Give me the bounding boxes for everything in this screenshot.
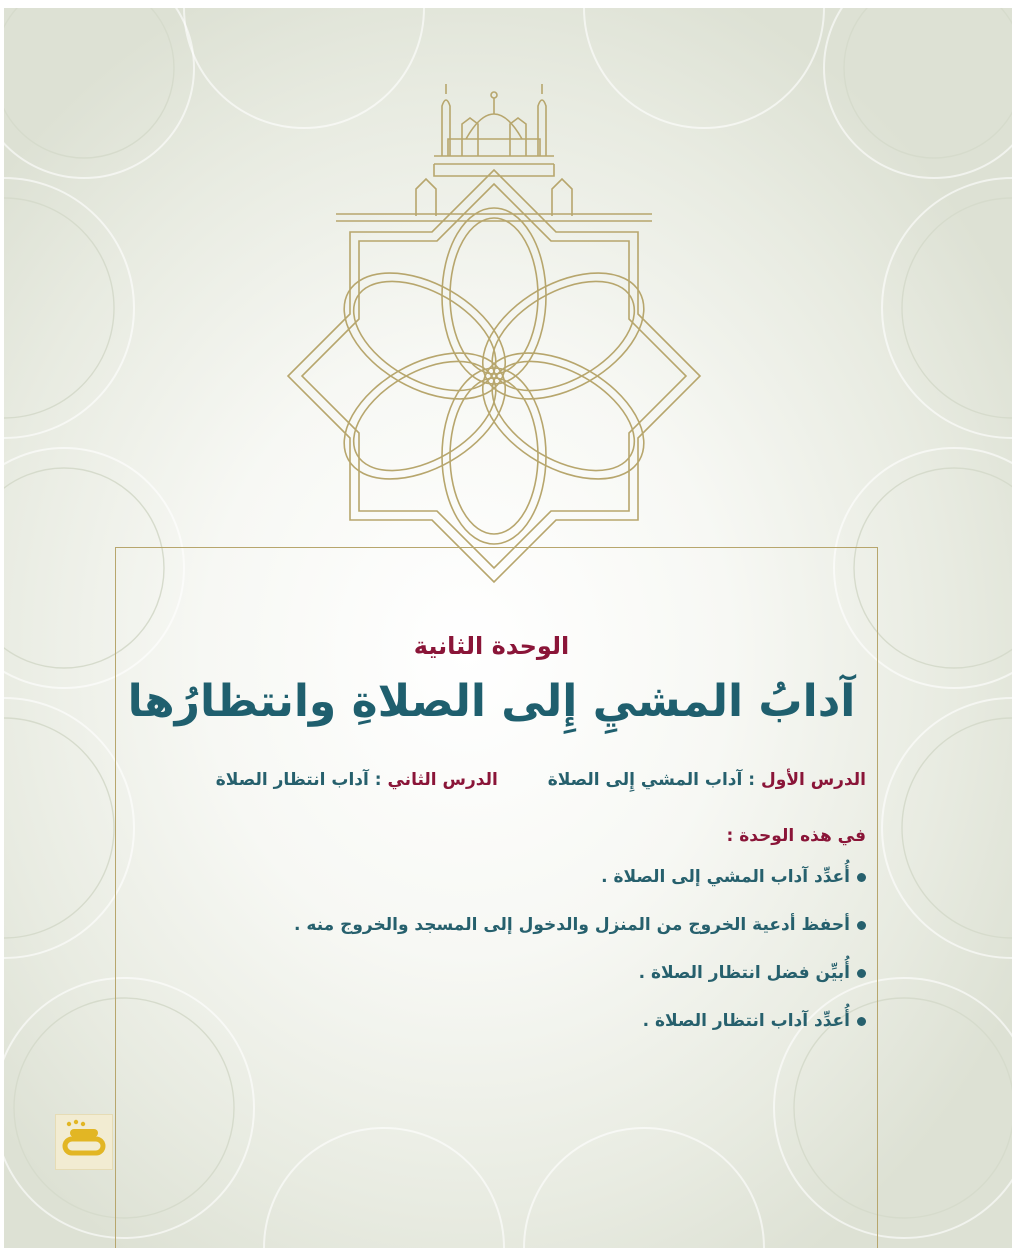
lesson-2-label: الدرس الثاني xyxy=(387,770,498,790)
bullet-icon xyxy=(857,969,866,978)
lessons-line xyxy=(216,770,866,790)
lesson-2 xyxy=(216,770,498,790)
bullet-icon xyxy=(857,1017,866,1026)
objective-item xyxy=(294,914,866,936)
objective-item xyxy=(294,866,866,888)
bullet-icon xyxy=(857,921,866,930)
objective-text: أُعدِّد آداب انتظار الصلاة . xyxy=(642,1011,850,1031)
objective-text: أُبيِّن فضل انتظار الصلاة . xyxy=(638,963,850,983)
lesson-1-separator: : xyxy=(742,770,761,790)
objective-item xyxy=(294,1010,866,1032)
objective-text: أحفظ أدعية الخروج من المنزل والدخول إلى المسجد والخروج منه . xyxy=(294,915,850,935)
lesson-2-title: آداب انتظار الصلاة xyxy=(215,770,369,790)
publisher-logo-icon xyxy=(55,1114,113,1170)
page xyxy=(4,8,1012,1248)
lesson-1-label: الدرس الأول xyxy=(761,770,866,790)
unit-label: الوحدة الثانية xyxy=(413,632,570,660)
mosque-star-emblem-icon xyxy=(266,84,722,604)
objective-item xyxy=(294,962,866,984)
publisher-logo-mark xyxy=(56,1115,112,1169)
bullet-icon xyxy=(857,873,866,882)
lesson-1-title: آداب المشي إِلى الصلاة xyxy=(547,770,743,790)
unit-title: آدابُ المشيِ إِلى الصلاةِ وانتظارُها xyxy=(127,676,856,727)
lesson-2-separator: : xyxy=(368,770,388,790)
lesson-1 xyxy=(548,770,866,790)
objective-text: أُعدِّد آداب المشي إلى الصلاة . xyxy=(601,867,850,887)
objectives-list xyxy=(294,866,866,1058)
in-unit-heading: في هذه الوحدة : xyxy=(726,826,866,846)
